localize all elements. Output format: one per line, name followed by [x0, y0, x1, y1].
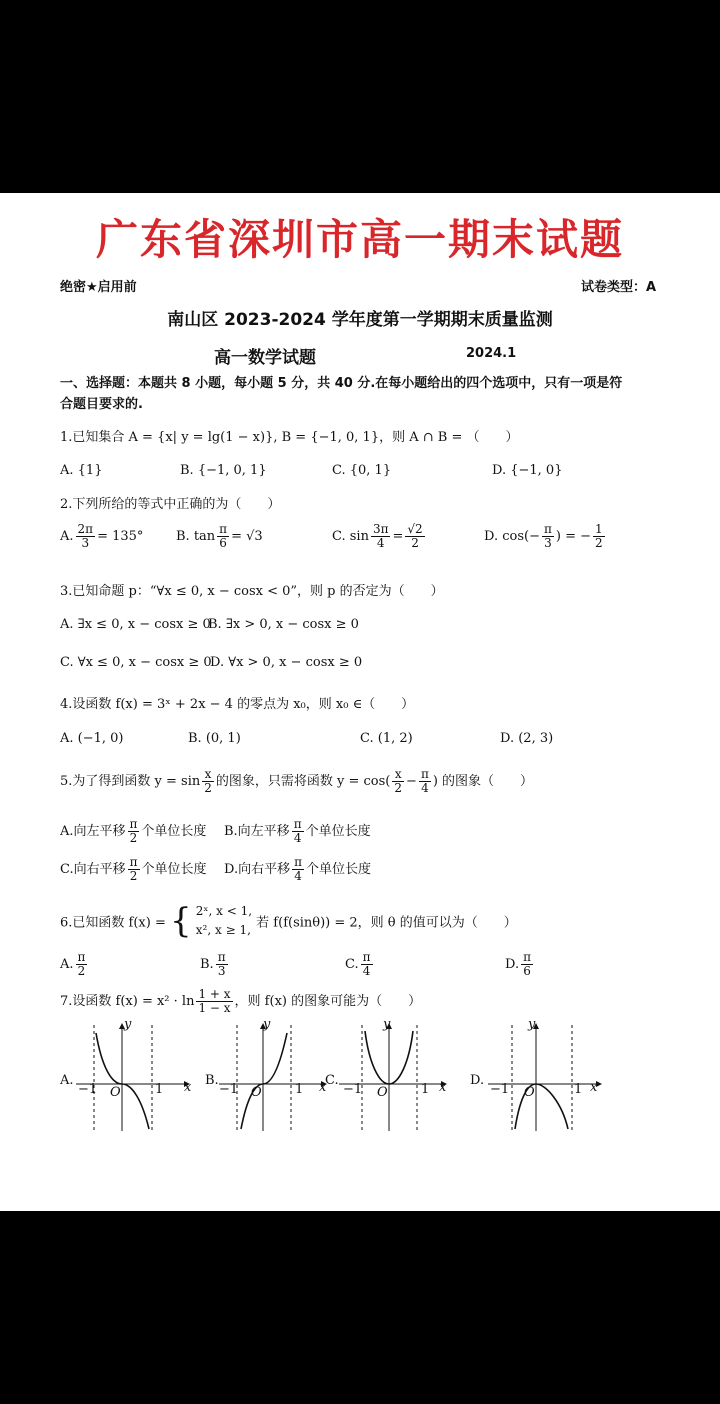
- graph-b-svg: [217, 1023, 327, 1133]
- q6-case-1: 2ˣ, x < 1,: [195, 904, 253, 918]
- question-4: 4.设函数 f(x) = 3ˣ + 2x − 4 的零点为 x₀，则 x₀ ∈（ ）: [60, 697, 415, 712]
- question-7: [60, 988, 421, 1015]
- q2-option-c[interactable]: [332, 523, 427, 550]
- q5-a-num: π: [129, 817, 138, 831]
- exam-title: 南山区 2023-2024 学年度第一学期期末质量监测: [167, 310, 553, 330]
- graph-d-svg: [484, 1023, 602, 1133]
- q5-num3: π: [420, 767, 429, 781]
- q5-num2: x: [392, 768, 404, 782]
- q5-b-fraction: [292, 818, 304, 845]
- graph-c-origin: O: [377, 1085, 388, 1100]
- q2-b-den: 6: [219, 536, 227, 550]
- q7-fraction: [196, 988, 232, 1015]
- q7-graph-b[interactable]: [205, 1017, 330, 1133]
- graph-b-y-label: y: [263, 1017, 271, 1032]
- graph-d-label: D.: [470, 1073, 485, 1088]
- q5-c-suffix: 个单位长度: [141, 862, 207, 877]
- q6-suffix: 若 f(f(sinθ)) = 2，则 θ 的值可以为（ ）: [256, 915, 517, 931]
- graph-b-label: B.: [205, 1073, 219, 1088]
- q5-den1: 2: [204, 781, 212, 795]
- graph-d-x-label: x: [590, 1080, 598, 1095]
- q5-a-prefix: A.向左平移: [60, 824, 126, 839]
- q2-d-mid: ) = −: [555, 529, 591, 544]
- q2-d-den2: 2: [594, 536, 603, 550]
- q5-option-d[interactable]: [224, 856, 371, 883]
- secret-label: 绝密★启用前: [60, 280, 137, 295]
- q2-d-num: π: [543, 522, 552, 536]
- q6-d-prefix: D.: [505, 957, 520, 972]
- q5-fraction-3: [419, 768, 431, 795]
- question-2: 2.下列所给的等式中正确的为（ ）: [60, 497, 281, 512]
- q6-d-den: 6: [523, 964, 531, 978]
- graph-b-one: 1: [295, 1082, 304, 1097]
- q7-graph-d[interactable]: [470, 1017, 605, 1133]
- q5-den2: 2: [394, 781, 403, 795]
- q4-option-c[interactable]: C. (1, 2): [360, 731, 413, 746]
- graph-c-y-label: y: [383, 1017, 391, 1032]
- q5-b-den: 4: [293, 831, 302, 845]
- graph-b-minus-one: −1: [219, 1082, 239, 1097]
- q1-option-b[interactable]: B. {−1, 0, 1}: [180, 463, 267, 478]
- q6-brace: {: [170, 901, 192, 941]
- q6-a-num: π: [77, 950, 86, 964]
- q5-d-suffix: 个单位长度: [305, 862, 371, 877]
- q4-option-b[interactable]: B. (0, 1): [188, 731, 241, 746]
- q6-b-num: π: [217, 950, 226, 964]
- q2-a-den: 3: [81, 536, 90, 550]
- q2-d-num2: 1: [594, 522, 603, 536]
- top-black-bar: [0, 0, 720, 193]
- q5-middle: 的图象，只需将函数 y = cos(: [215, 774, 391, 789]
- q5-option-c[interactable]: [60, 856, 207, 883]
- q6-b-fraction: [216, 951, 228, 978]
- q6-c-num: π: [362, 950, 371, 964]
- q6-a-fraction: [76, 951, 88, 978]
- q7-den: 1 − x: [198, 1001, 231, 1015]
- q7-prefix: 7.设函数 f(x) = x² · ln: [60, 994, 195, 1009]
- q1-option-d[interactable]: D. {−1, 0}: [492, 463, 563, 478]
- graph-a-origin: O: [110, 1085, 121, 1100]
- q6-c-den: 4: [362, 964, 371, 978]
- q2-c-num2: √2: [407, 522, 423, 536]
- q2-c-den: 4: [376, 536, 385, 550]
- q5-den3: 4: [421, 781, 429, 795]
- question-3: 3.已知命题 p：“∀x ≤ 0, x − cosx < 0”，则 p 的否定为（ ）: [60, 584, 444, 599]
- q5-d-fraction: [292, 856, 304, 883]
- graph-d-minus-one: −1: [490, 1082, 510, 1097]
- exam-page: [0, 193, 720, 1211]
- graph-c-minus-one: −1: [343, 1082, 363, 1097]
- q2-option-a[interactable]: [60, 523, 143, 550]
- q5-c-den: 2: [129, 869, 138, 883]
- q1-option-c[interactable]: C. {0, 1}: [332, 463, 392, 478]
- q2-c-fraction2: [405, 523, 424, 550]
- q6-b-prefix: B.: [200, 957, 214, 972]
- q2-c-den2: 2: [411, 536, 419, 550]
- question-1: 1.已知集合 A = {x| y = lg(1 − x)}, B = {−1, 0, 1}，则 A ∩ B = （ ）: [60, 430, 519, 445]
- q2-a-fraction: [76, 523, 96, 550]
- q2-b-fraction: [217, 523, 229, 550]
- graph-a-label: A.: [60, 1073, 74, 1088]
- graph-b-x-label: x: [319, 1080, 327, 1095]
- q7-graph-c[interactable]: [325, 1017, 450, 1133]
- q5-minus: −: [406, 774, 417, 789]
- q6-option-a[interactable]: [60, 951, 89, 978]
- q6-a-den: 2: [77, 964, 86, 978]
- graph-a-minus-one: −1: [78, 1082, 98, 1097]
- q3-option-a[interactable]: A. ∃x ≤ 0, x − cosx ≥ 0: [60, 617, 211, 632]
- q5-d-prefix: D.向右平移: [224, 862, 291, 877]
- q6-option-c[interactable]: [345, 951, 375, 978]
- q5-a-fraction: [128, 818, 140, 845]
- q6-option-b[interactable]: [200, 951, 230, 978]
- q5-prefix: 5.为了得到函数 y = sin: [60, 774, 201, 789]
- section-heading-line2: 合题目要求的.: [60, 397, 143, 412]
- q5-num1: x: [202, 768, 214, 782]
- q3-option-d[interactable]: D. ∀x > 0, x − cosx ≥ 0: [210, 655, 363, 670]
- graph-a-y-label: y: [124, 1017, 132, 1032]
- graph-d-curve: [515, 1084, 568, 1129]
- q6-option-d[interactable]: [505, 951, 535, 978]
- q5-b-num: π: [293, 817, 302, 831]
- q5-option-b[interactable]: [224, 818, 371, 845]
- q6-b-den: 3: [217, 964, 226, 978]
- q6-case-2: x², x ≥ 1,: [195, 923, 251, 937]
- q5-c-fraction: [128, 856, 140, 883]
- q6-d-fraction: [521, 951, 533, 978]
- exam-date: 2024.1: [466, 346, 517, 361]
- q1-option-a[interactable]: A. {1}: [60, 463, 103, 478]
- q5-b-prefix: B.向左平移: [224, 824, 290, 839]
- q2-option-d[interactable]: [484, 523, 607, 550]
- q2-a-num: 2π: [77, 522, 94, 536]
- q2-b-num: π: [219, 522, 228, 536]
- q6-a-prefix: A.: [60, 957, 74, 972]
- question-6: [60, 901, 517, 941]
- graph-c-x-label: x: [439, 1080, 447, 1095]
- q2-b-prefix: B. tan: [176, 529, 216, 544]
- q4-option-d[interactable]: D. (2, 3): [500, 731, 554, 746]
- graph-a-one: 1: [155, 1082, 164, 1097]
- q2-a-suffix: = 135°: [97, 529, 144, 544]
- q5-d-num: π: [294, 855, 302, 869]
- q6-prefix: 6.已知函数 f(x) =: [60, 915, 166, 931]
- q6-c-fraction: [361, 951, 373, 978]
- q4-option-a[interactable]: A. (−1, 0): [60, 731, 124, 746]
- q5-c-num: π: [129, 855, 138, 869]
- q2-option-b[interactable]: [176, 523, 263, 550]
- q5-d-den: 4: [294, 869, 302, 883]
- banner-title: 广东省深圳市高一期末试题: [95, 215, 624, 264]
- q6-c-prefix: C.: [345, 957, 359, 972]
- graph-d-one: 1: [574, 1082, 583, 1097]
- q2-c-eq: =: [392, 529, 404, 544]
- graph-d-y-label: y: [528, 1017, 536, 1032]
- q3-option-c[interactable]: C. ∀x ≤ 0, x − cosx ≥ 0: [60, 655, 212, 670]
- graph-c-svg: [337, 1023, 447, 1133]
- q2-c-fraction: [371, 523, 391, 550]
- q2-d-den: 3: [544, 536, 552, 550]
- question-5: [60, 768, 533, 795]
- subject-title: 高一数学试题: [214, 348, 316, 368]
- q7-graph-a[interactable]: [60, 1017, 192, 1133]
- q2-c-prefix: C. sin: [332, 529, 369, 544]
- graph-d-origin: O: [524, 1085, 535, 1100]
- graph-a-svg: [72, 1023, 190, 1133]
- q5-b-suffix: 个单位长度: [305, 824, 371, 839]
- q2-a-prefix: A.: [60, 529, 74, 544]
- q5-fraction-2: [392, 768, 404, 795]
- q5-c-prefix: C.向右平移: [60, 862, 126, 877]
- q6-d-num: π: [523, 950, 531, 964]
- q2-c-num: 3π: [372, 522, 389, 536]
- q5-option-a[interactable]: [60, 818, 206, 845]
- graph-b-origin: O: [251, 1085, 262, 1100]
- q7-suffix: ，则 f(x) 的图象可能为（ ）: [234, 994, 422, 1009]
- graph-c-label: C.: [325, 1073, 339, 1088]
- q2-d-prefix: D. cos(−: [484, 529, 540, 544]
- paper-type: 试卷类型：A: [580, 280, 656, 295]
- q2-b-suffix: = √3: [231, 529, 263, 544]
- q5-a-den: 2: [129, 831, 138, 845]
- q5-a-suffix: 个单位长度: [141, 824, 207, 839]
- q2-d-fraction: [542, 523, 554, 550]
- section-heading-line1: 一、选择题：本题共 8 小题，每小题 5 分，共 40 分.在每小题给出的四个选项中，只有一项是符: [60, 376, 623, 391]
- graph-a-x-label: x: [184, 1080, 192, 1095]
- q5-fraction-1: [202, 768, 214, 795]
- graph-b-curve: [241, 1033, 287, 1129]
- graph-c-one: 1: [421, 1082, 430, 1097]
- q3-option-b[interactable]: B. ∃x > 0, x − cosx ≥ 0: [208, 617, 359, 632]
- q2-d-fraction2: [593, 523, 605, 550]
- q5-suffix: ) 的图象（ ）: [432, 774, 534, 789]
- q7-num: 1 + x: [198, 987, 231, 1001]
- q6-cases: [196, 902, 252, 940]
- bottom-black-bar: [0, 1211, 720, 1404]
